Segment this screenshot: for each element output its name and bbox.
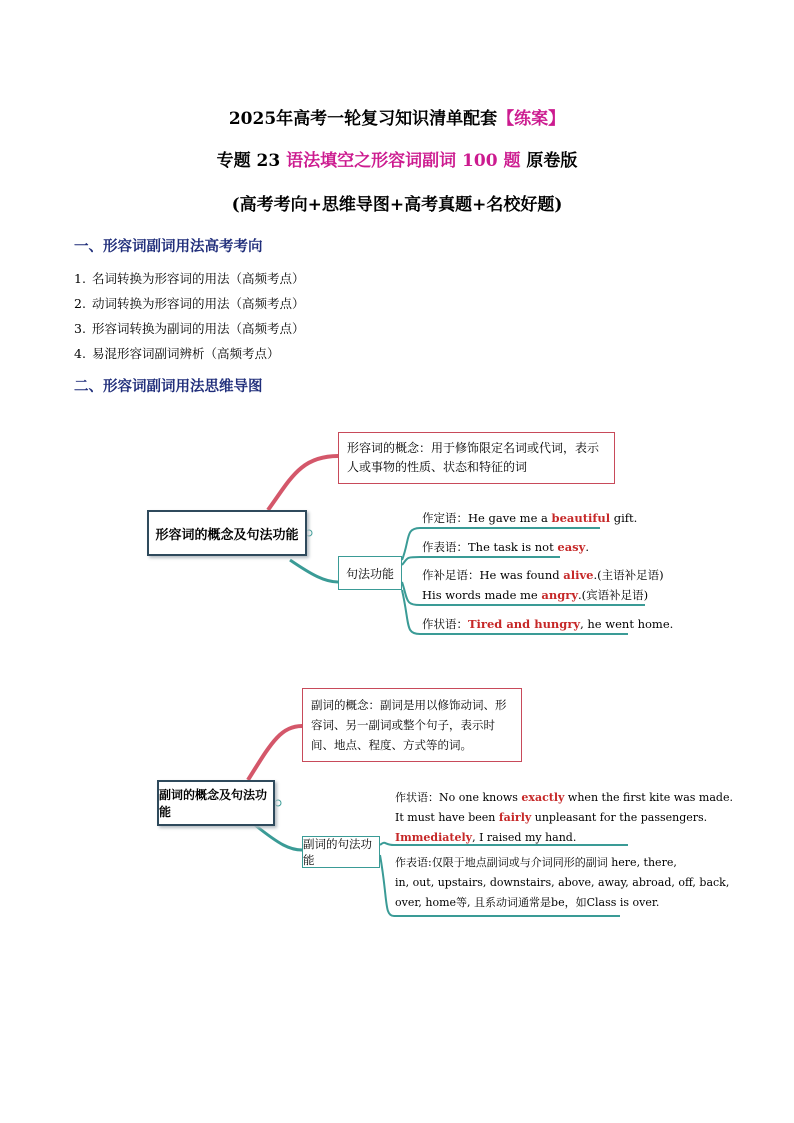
leaf-text: . [585, 540, 589, 554]
topic-prefix: 专题 23 [216, 151, 281, 171]
adjective-function-node: 句法功能 [338, 556, 402, 590]
section-heading-2: 二、形容词副词用法思维导图 [74, 379, 263, 395]
leaf-text: He was found [479, 568, 564, 582]
adjective-attributive-leaf [422, 510, 637, 526]
item-number: 1. [74, 271, 86, 286]
item-number: 2. [74, 296, 86, 311]
branch-function [290, 560, 338, 582]
leaf-text: He gave me a [468, 511, 552, 525]
leaf-text: unpleasant for the passengers. [531, 811, 708, 824]
item-text: 形容词转换为副词的用法（高频考点） [91, 321, 305, 336]
leaf-line-3 [395, 828, 733, 848]
leaf-text: The task is not [468, 540, 558, 554]
leaf-highlight: easy [557, 540, 586, 554]
adjective-complement-leaf [422, 567, 664, 583]
branch-concept [248, 726, 302, 780]
leaf-line-1: 作表语:仅限于地点副词或与介词同形的副词 here, there, [395, 856, 677, 869]
leaf-text: , I raised my hand. [472, 831, 577, 844]
leaf-text: when the first kite was made. [564, 791, 733, 804]
leaf-highlight: angry [541, 588, 579, 602]
adverb-predicative-leaf [395, 853, 729, 913]
leaf-text: .(宾语补足语) [578, 588, 649, 602]
topic-accent: 语法填空之形容词副词 100 题 [286, 151, 521, 171]
leaf-label: 作状语： [395, 791, 439, 804]
adverb-concept-node: 副词的概念：副词是用以修饰动词、形容词、另一副词或整个句子，表示时间、地点、程度、方式等的词。 [302, 688, 522, 762]
item-number: 4. [74, 346, 86, 361]
item-text: 动词转换为形容词的用法（高频考点） [91, 296, 305, 311]
item-text: 名词转换为形容词的用法（高频考点） [91, 271, 305, 286]
adjective-predicative-leaf [422, 539, 589, 555]
adjective-complement-leaf-2 [422, 587, 648, 603]
leaf-text: .(主语补足语) [593, 568, 664, 582]
title-main: 2025年高考一轮复习知识清单配套 [228, 109, 498, 129]
leaf-label: 作补足语： [422, 568, 480, 582]
leaf-line-2 [395, 808, 733, 828]
leaf-highlight: fairly [498, 811, 532, 824]
leaf-highlight: exactly [521, 791, 565, 804]
leaf-text: It must have been [395, 811, 499, 824]
leaf-highlight: Immediately [395, 831, 473, 844]
topic-suffix: 原卷版 [526, 151, 578, 171]
adverb-function-node: 副词的句法功能 [302, 836, 380, 868]
leaf-line-3: over, home等, 且系动词通常是be，如Class is over. [395, 896, 660, 909]
branch-concept [268, 456, 338, 510]
leaf-text: , he went home. [580, 617, 674, 631]
adverb-root-node: 副词的概念及句法功能 [157, 780, 275, 826]
branch-function [255, 825, 302, 850]
leaf-line-1 [395, 788, 733, 808]
adjective-concept-node: 形容词的概念：用于修饰限定名词或代词，表示人或事物的性质、状态和特征的词 [338, 432, 615, 484]
leaf-line-2: in, out, upstairs, downstairs, above, away, abroad, off, back, [395, 876, 730, 889]
leaf-highlight: beautiful [551, 511, 611, 525]
leaf-text: His words made me [422, 588, 542, 602]
leaf-label: 作定语： [422, 511, 468, 525]
subtitle: (高考考向+思维导图+高考真题+名校好题) [231, 195, 563, 215]
adverb-adverbial-leaf [395, 788, 733, 848]
leaf-label: 作状语： [422, 617, 468, 631]
item-text: 易混形容词副词辨析（高频考点） [91, 346, 280, 361]
leaf-label: 作表语： [422, 540, 468, 554]
section-heading-1: 一、形容词副词用法高考考向 [74, 239, 263, 255]
leaf-text: gift. [610, 511, 638, 525]
node-dot [275, 800, 281, 806]
leaf-highlight: alive [563, 568, 594, 582]
item-number: 3. [74, 321, 86, 336]
title-accent: 【练案】 [497, 109, 566, 129]
leaf-text: No one knows [439, 791, 522, 804]
leaf-line [402, 557, 560, 565]
leaf-highlight: Tired and hungry [468, 617, 581, 631]
adjective-root-node: 形容词的概念及句法功能 [147, 510, 307, 556]
adjective-adverbial-leaf [422, 616, 673, 632]
